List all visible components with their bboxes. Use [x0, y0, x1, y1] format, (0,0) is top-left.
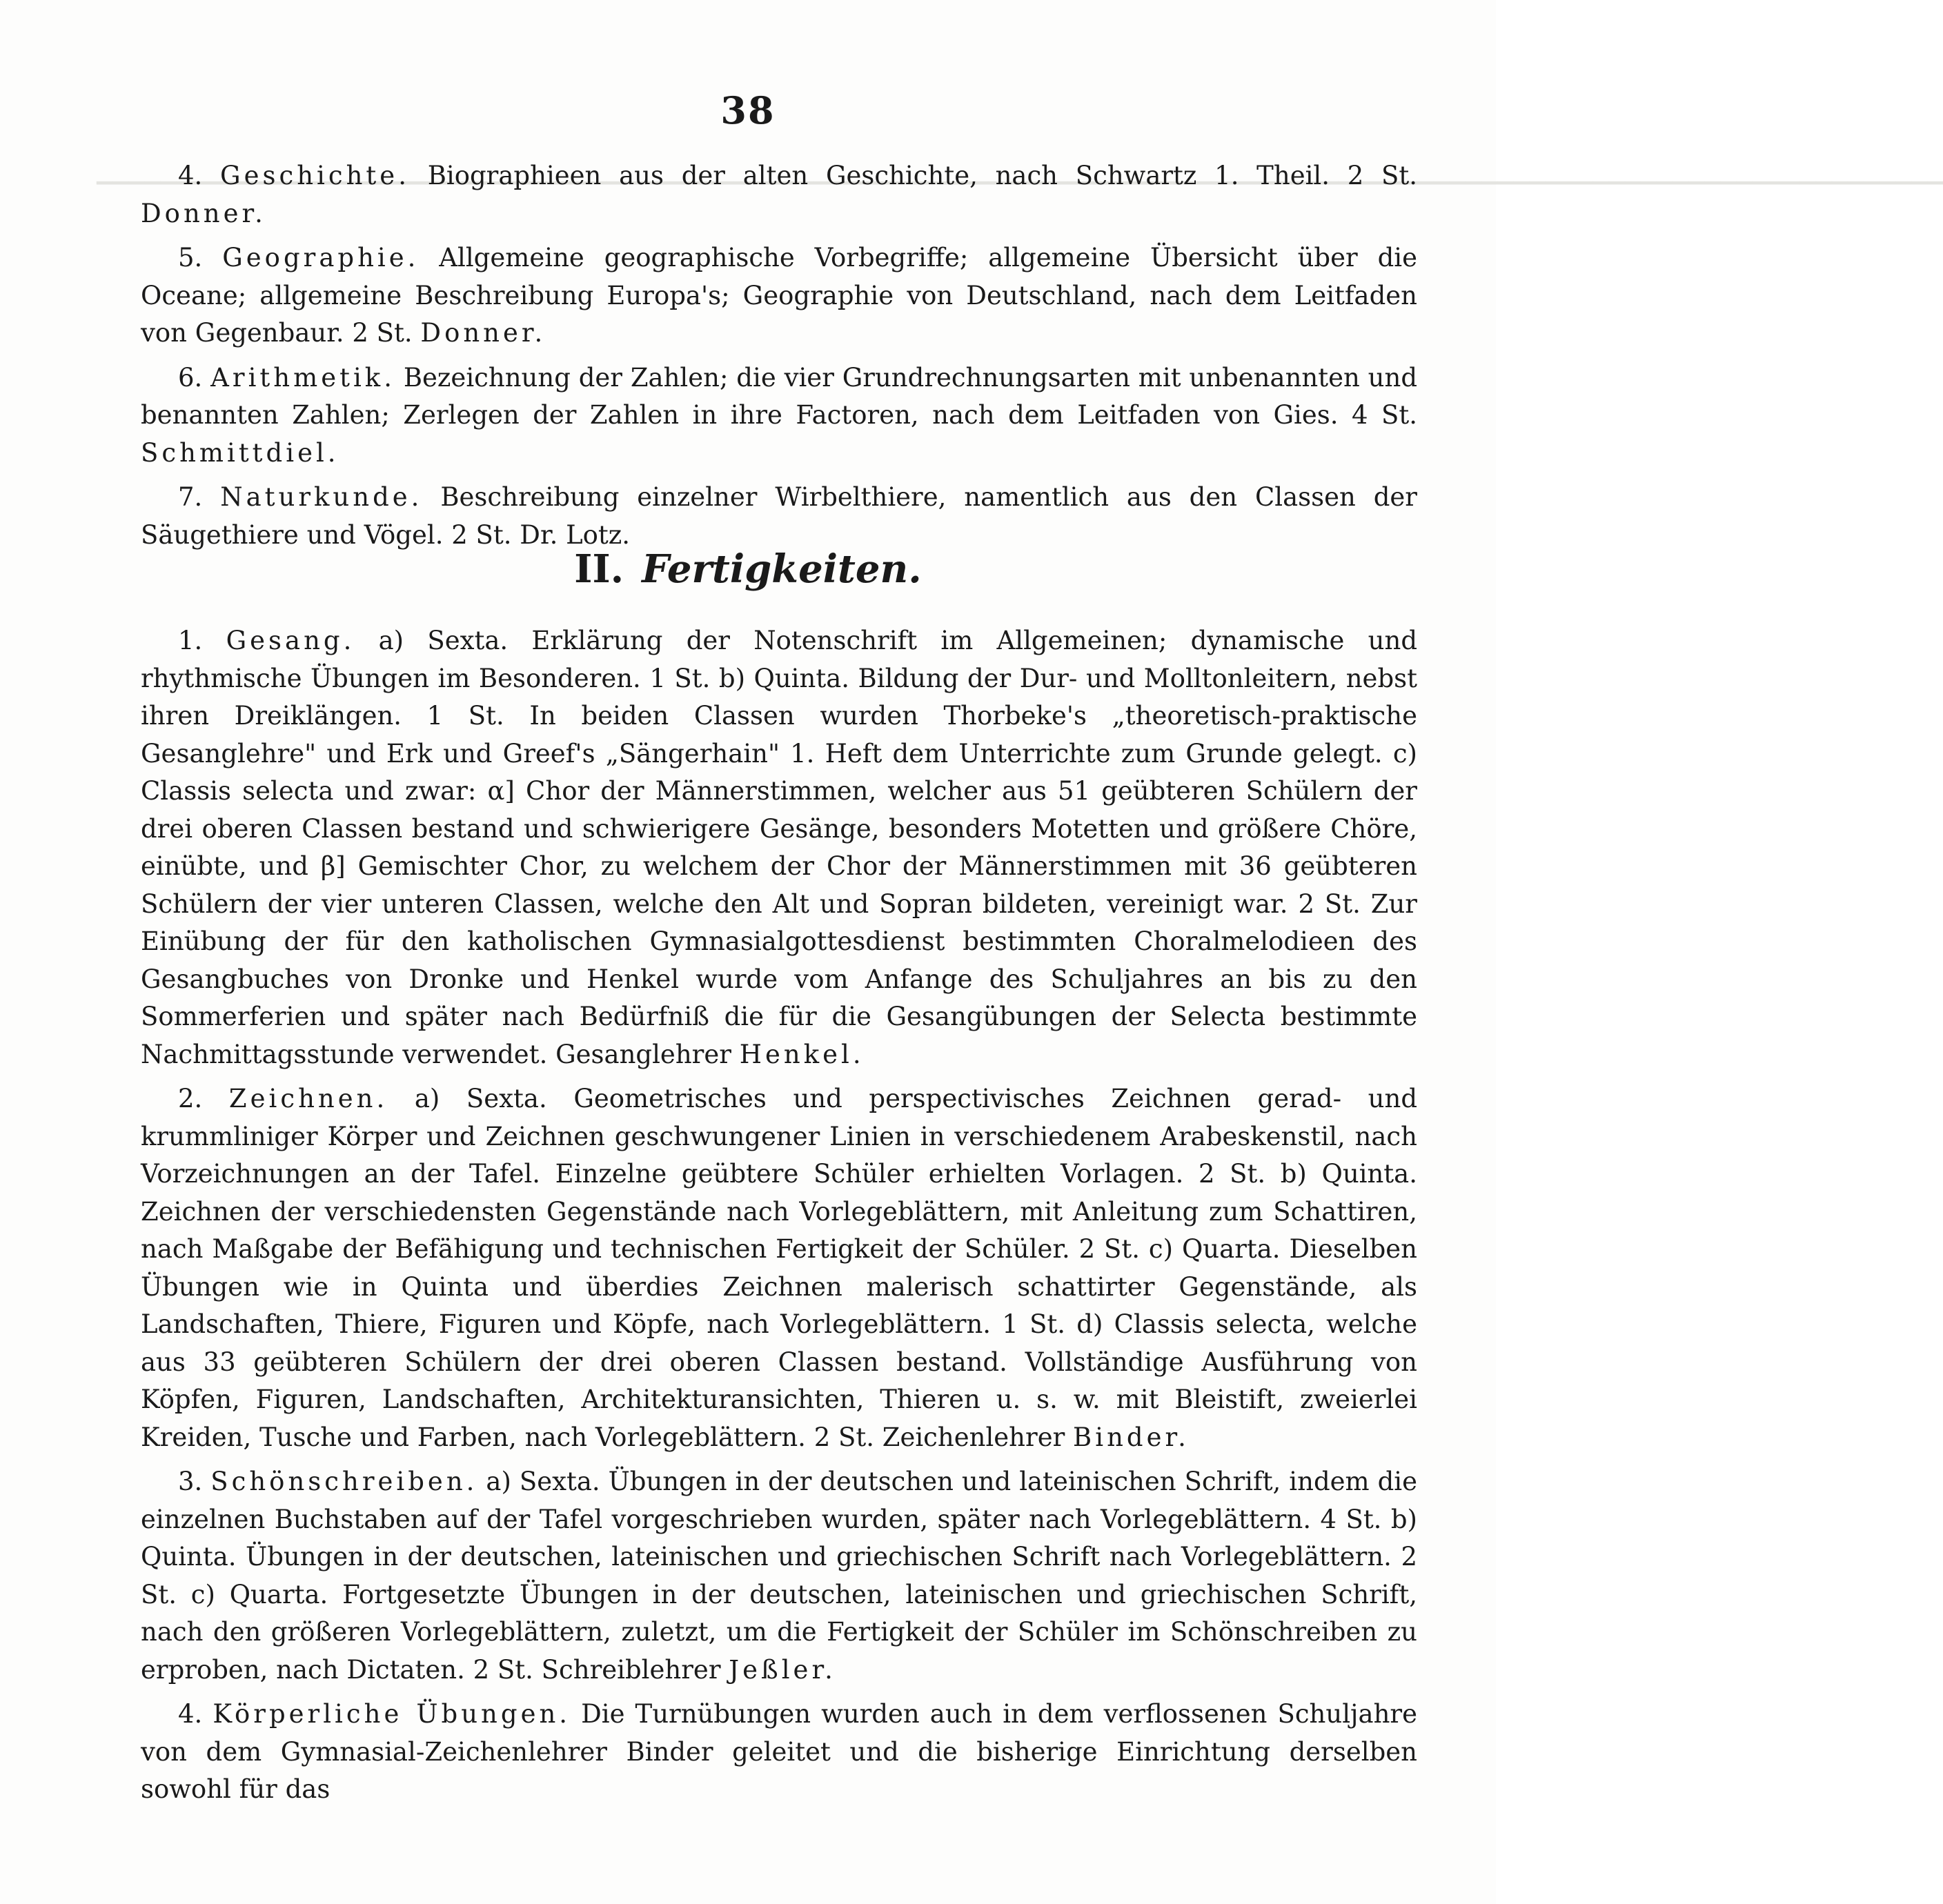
paragraph-text: a) Sexta. Erklärung der Notenschrift im Allgemeinen; dynamische und rhythmische Übungen im Besonderen. 1 St. b) Quinta. Bildung der Dur- und Molltonleitern, nebst ihren Dreiklängen. 1 St. In beiden Classen wurden Thorbeke's „theoretisch-praktische Gesanglehre" und Erk und Greef's „Sängerhain" 1. Heft dem Unterrichte zum Grunde gelegt. c) Classis selecta und zwar: α] Chor der Männerstimmen, welcher aus 51 geübteren Schülern der drei oberen Classen bestand und schwierigere Gesänge, besonders Motetten und größere Chöre, einübte, und β] Gemischter Chor, zu welchem der Chor der Männerstimmen mit 36 geübteren Schülern der vier unteren Classen, welche den Alt und Sopran bildeten, vereinigt war. 2 St. Zur Einübung der für den katholischen Gymnasialgottesdienst bestimmten Choralmelodieen des Gesangbuches von Dronke und Henkel wurde vom Anfange des Schuljahres an bis zu den Sommerferien und später nach Bedürfniß die für die Gesangübungen der Selecta bestimmte Nachmittagsstunde verwendet. Gesanglehrer	[141, 626, 1418, 1069]
teacher-name: Schmittdiel.	[141, 437, 339, 468]
show-through-texture: ▔▔▔▔▔▔▔▔▔▔▔▔▔▔▔▔▔▔▔▔▔▔▔▔▔▔▔▔▔▔▔▔▔▔▔▔▔▔▔▔▔▔▔▔▔▔▔▔▔▔▔▔▔▔▔▔▔▔▔▔▔▔▔▔▔▔▔▔▔▔▔▔▔▔▔▔▔▔▔▔▔▔▔▔▔▔▔▔▔▔▔▔▔▔▔▔▔▔▔▔▔▔▔▔▔▔▔▔▔▔▔▔▔▔▔▔	[97, 182, 1943, 206]
paragraph-koerperliche-uebungen	[141, 1696, 1417, 1809]
subject-title: Geschichte.	[220, 161, 410, 190]
paragraph-gesang	[141, 622, 1417, 1073]
teacher-name: Dr. Lotz.	[520, 519, 631, 550]
paragraph-text: Die Turnübungen wurden auch in dem verflossenen Schuljahre von dem Gymnasial-Zeichenlehrer Binder geleitet und die bisherige Einrichtung derselben sowohl für das	[141, 1699, 1417, 1804]
teacher-name: Jeßler.	[729, 1654, 836, 1685]
paragraph-text: Beschreibung einzelner Wirbelthiere, namentlich aus den Classen der Säugethiere und Vögel. 2 St.	[141, 482, 1417, 550]
skills-section	[141, 622, 1417, 1816]
page-number: 38	[720, 88, 776, 132]
item-number: 3.	[178, 1467, 203, 1496]
paragraph-arithmetik	[141, 359, 1417, 473]
paragraph-geographie	[141, 239, 1417, 353]
subject-title: Schönschreiben.	[210, 1467, 478, 1496]
top-section	[141, 157, 1417, 561]
paragraph-text: Biographieen aus der alten Geschichte, nach Schwartz 1. Theil. 2 St.	[427, 161, 1417, 190]
item-number: 2.	[178, 1084, 203, 1113]
teacher-name: Donner.	[420, 318, 546, 348]
paragraph-naturkunde	[141, 479, 1417, 554]
paragraph-text: Allgemeine geographische Vorbegriffe; allgemeine Übersicht über die Oceane; allgemeine Beschreibung Europa's; Geographie von Deutschland, nach dem Leitfaden von Gegenbaur. 2 St.	[141, 243, 1418, 348]
item-number: 1.	[178, 626, 203, 655]
subject-title: Körperliche Übungen.	[213, 1699, 571, 1729]
subject-title: Gesang.	[226, 626, 355, 655]
paragraph-schoenschreiben	[141, 1463, 1417, 1689]
section-title: Fertigkeiten.	[642, 546, 922, 592]
item-number: 7.	[178, 482, 203, 512]
teacher-name: Donner.	[141, 198, 266, 228]
paragraph-zeichnen	[141, 1080, 1417, 1456]
subject-title: Zeichnen.	[228, 1084, 388, 1113]
subject-title: Geographie.	[222, 243, 420, 272]
section-heading	[0, 546, 1496, 592]
item-number: 6.	[178, 362, 203, 393]
subject-title: Naturkunde.	[220, 482, 423, 512]
paragraph-geschichte	[141, 157, 1417, 232]
subject-title: Arithmetik.	[210, 362, 395, 393]
paragraph-text: a) Sexta. Geometrisches und perspectivisches Zeichnen gerad- und krummliniger Körper und Zeichnen geschwungener Linien in verschiedenem Arabeskenstil, nach Vorzeichnungen an der Tafel. Einzelne geübtere Schüler erhielten Vorlagen. 2 St. b) Quinta. Zeichnen der verschiedensten Gegenstände nach Vorlegeblättern, mit Anleitung zum Schattiren, nach Maßgabe der Befähigung und technischen Fertigkeit der Schüler. 2 St. c) Quarta. Dieselben Übungen wie in Quinta und überdies Zeichnen malerisch schattirter Gegenstände, als Landschaften, Thiere, Figuren und Köpfe, nach Vorlegeblättern. 1 St. d) Classis selecta, welche aus 33 geübteren Schülern der drei oberen Classen bestand. Vollständige Ausführung von Köpfen, Figuren, Landschaften, Architekturansichten, Thieren u. s. w. mit Bleistift, zweierlei Kreiden, Tusche und Farben, nach Vorlegeblättern. 2 St. Zeichenlehrer	[141, 1084, 1418, 1452]
item-number: 4.	[178, 1699, 203, 1729]
teacher-name: Henkel.	[739, 1039, 865, 1069]
teacher-name: Binder.	[1073, 1422, 1190, 1452]
paragraph-text: a) Sexta. Übungen in der deutschen und lateinischen Schrift, indem die einzelnen Buchstaben auf der Tafel vorgeschrieben wurden, später nach Vorlegeblättern. 4 St. b) Quinta. Übungen in der deutschen, lateinischen und griechischen Schrift nach Vorlegeblättern. 2 St. c) Quarta. Fortgesetzte Übungen in der deutschen, lateinischen und griechischen Schrift, nach den größeren Vorlegeblättern, zuletzt, um die Fertigkeit der Schüler im Schönschreiben zu erproben, nach Dictaten. 2 St. Schreiblehrer	[141, 1467, 1417, 1685]
item-number: 5.	[178, 243, 203, 272]
item-number: 4.	[178, 161, 203, 190]
section-numeral: II.	[574, 546, 624, 592]
paragraph-text: Bezeichnung der Zahlen; die vier Grundrechnungsarten mit unbenannten und benannten Zahlen; Zerlegen der Zahlen in ihre Factoren, nach dem Leitfaden von Gies. 4 St.	[141, 362, 1418, 430]
